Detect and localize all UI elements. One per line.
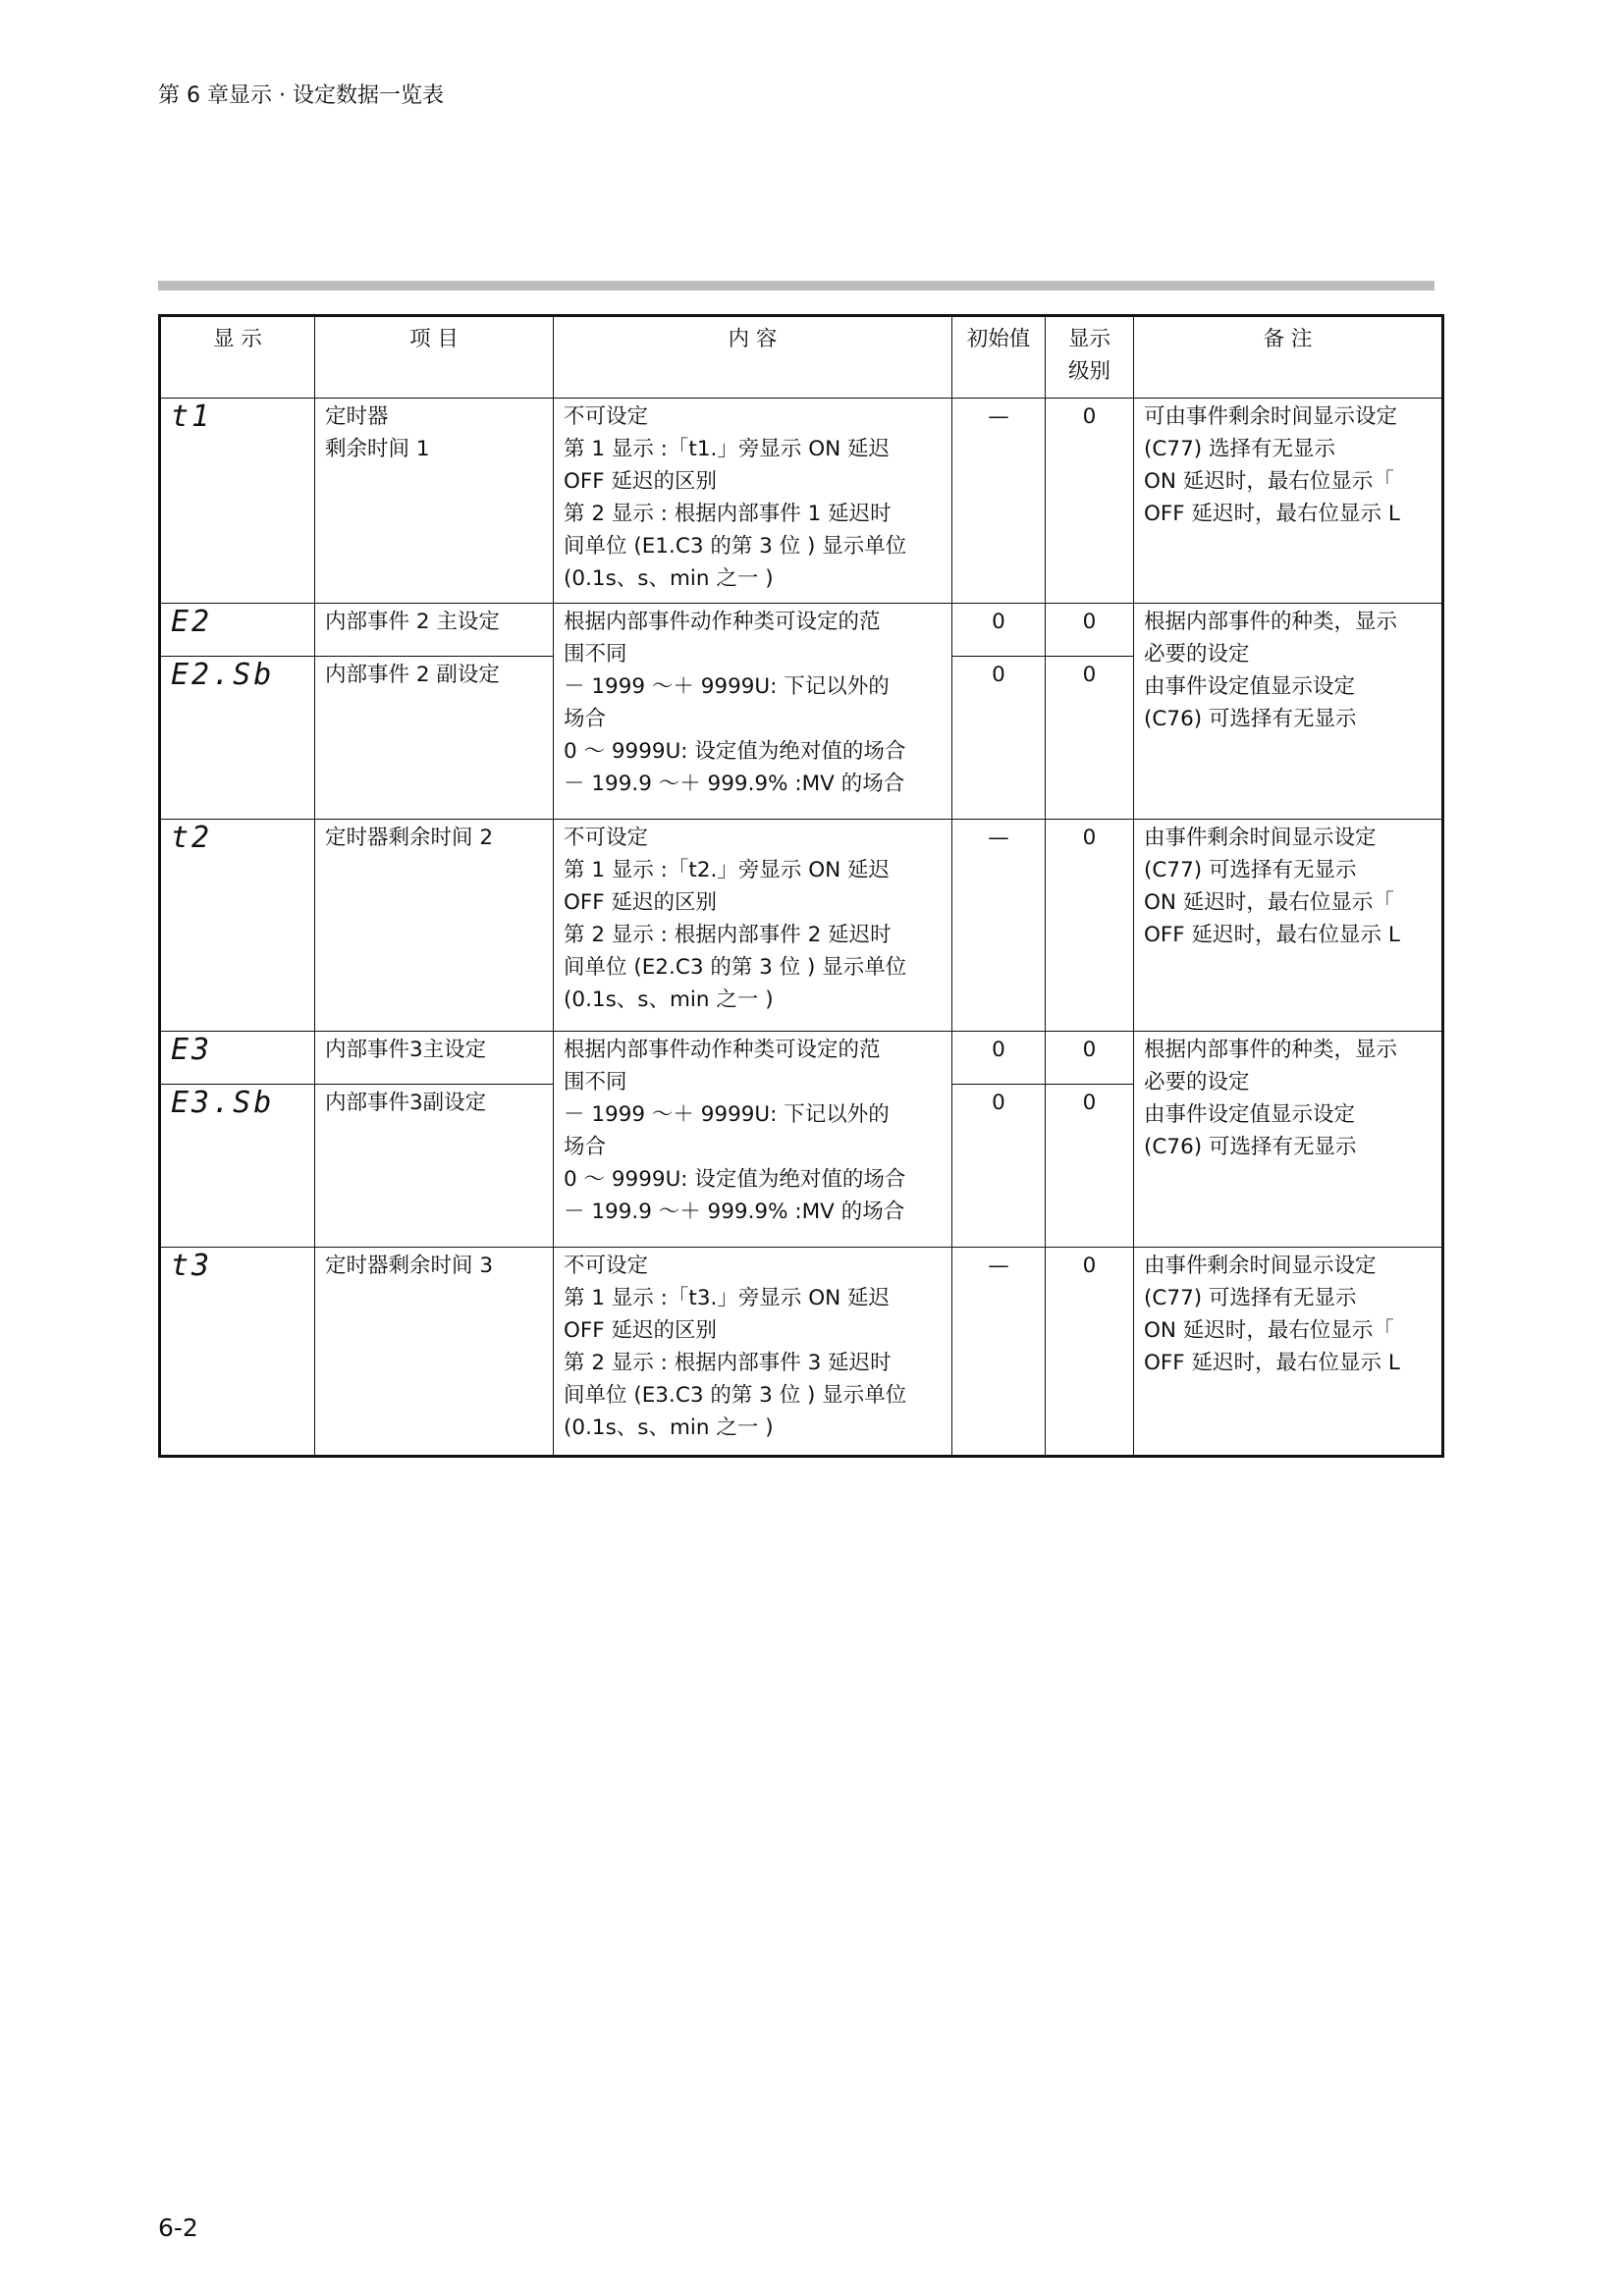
- cell-line: 根据内部事件动作种类可设定的范: [564, 610, 881, 634]
- cell-line: OFF 延迟时，最右位显示 L: [1144, 502, 1400, 526]
- item-cell: [315, 657, 554, 820]
- table-row: [160, 1032, 1443, 1085]
- cell-line: (0.1s、s、min 之一 ): [564, 988, 774, 1012]
- cell-line: 根据内部事件的种类，显示: [1144, 1038, 1398, 1062]
- initial-value: 0: [952, 604, 1046, 657]
- cell-line: 必要的设定: [1144, 642, 1250, 667]
- cell-line: 0 ～ 9999U: 设定值为绝对值的场合: [564, 739, 906, 764]
- col-header-level: 显示 级别: [1046, 316, 1134, 399]
- cell-line: 间单位 (E3.C3 的第 3 位 ) 显示单位: [564, 1383, 907, 1408]
- display-code: E2: [160, 604, 315, 657]
- cell-line: 内部事件 2 副设定: [325, 663, 500, 687]
- chapter-header: 第 6 章显示 · 设定数据一览表: [158, 83, 444, 108]
- initial-value: —: [952, 399, 1046, 604]
- cell-line: － 1999 ～＋ 9999U: 下记以外的: [564, 1102, 890, 1127]
- cell-line: 内部事件3副设定: [325, 1091, 487, 1115]
- cell-line: － 199.9 ～＋ 999.9% :MV 的场合: [564, 772, 905, 796]
- cell-line: 剩余时间 1: [325, 437, 430, 461]
- cell-line: 必要的设定: [1144, 1070, 1250, 1095]
- display-level: 0: [1046, 604, 1134, 657]
- header-rule: [158, 281, 1435, 291]
- table-row: [160, 1248, 1443, 1457]
- display-code: t2: [160, 820, 315, 1032]
- content-cell: [554, 1248, 952, 1457]
- page-number: 6-2: [158, 2214, 198, 2242]
- table-row: [160, 399, 1443, 604]
- cell-line: 第 1 显示 :「t1.」旁显示 ON 延迟: [564, 437, 891, 461]
- table-row: [160, 820, 1443, 1032]
- cell-line: 间单位 (E1.C3 的第 3 位 ) 显示单位: [564, 534, 907, 559]
- cell-line: 不可设定: [564, 404, 649, 429]
- note-cell: [1134, 1032, 1443, 1248]
- cell-line: 由事件设定值显示设定: [1144, 674, 1356, 699]
- cell-line: OFF 延迟的区别: [564, 890, 717, 915]
- cell-line: 第 2 显示 : 根据内部事件 1 延迟时: [564, 502, 892, 526]
- display-code: E3: [160, 1032, 315, 1085]
- cell-line: － 1999 ～＋ 9999U: 下记以外的: [564, 674, 890, 699]
- cell-line: 不可设定: [564, 1254, 649, 1278]
- col-header-display: 显 示: [160, 316, 315, 399]
- note-cell: [1134, 1248, 1443, 1457]
- cell-line: 第 1 显示 :「t2.」旁显示 ON 延迟: [564, 858, 891, 882]
- cell-line: (C77) 选择有无显示: [1144, 437, 1335, 461]
- item-cell: [315, 604, 554, 657]
- initial-value: —: [952, 820, 1046, 1032]
- note-cell: [1134, 604, 1443, 820]
- cell-line: (0.1s、s、min 之一 ): [564, 566, 774, 591]
- cell-line: 不可设定: [564, 826, 649, 850]
- display-code: E3.Sb: [160, 1085, 315, 1248]
- cell-line: 场合: [564, 1135, 607, 1159]
- cell-line: OFF 延迟的区别: [564, 469, 717, 494]
- cell-line: － 199.9 ～＋ 999.9% :MV 的场合: [564, 1200, 905, 1224]
- cell-line: (C76) 可选择有无显示: [1144, 707, 1357, 731]
- cell-line: 定时器: [325, 404, 389, 429]
- cell-line: (C77) 可选择有无显示: [1144, 858, 1357, 882]
- cell-line: 间单位 (E2.C3 的第 3 位 ) 显示单位: [564, 955, 907, 980]
- cell-line: OFF 延迟时，最右位显示 L: [1144, 1351, 1400, 1375]
- cell-line: 由事件剩余时间显示设定: [1144, 826, 1377, 850]
- table-header-row: [160, 316, 1443, 399]
- display-level: 0: [1046, 399, 1134, 604]
- display-level: 0: [1046, 820, 1134, 1032]
- cell-line: ON 延迟时，最右位显示「: [1144, 890, 1394, 915]
- cell-line: 定时器剩余时间 3: [325, 1254, 494, 1278]
- cell-line: (C76) 可选择有无显示: [1144, 1135, 1357, 1159]
- cell-line: 0 ～ 9999U: 设定值为绝对值的场合: [564, 1167, 906, 1192]
- item-cell: [315, 399, 554, 604]
- cell-line: 内部事件 2 主设定: [325, 610, 500, 634]
- cell-line: 围不同: [564, 642, 627, 667]
- cell-line: OFF 延迟的区别: [564, 1318, 717, 1343]
- cell-line: (C77) 可选择有无显示: [1144, 1286, 1357, 1310]
- col-header-content: 内 容: [554, 316, 952, 399]
- item-cell: [315, 1032, 554, 1085]
- display-level: 0: [1046, 1032, 1134, 1085]
- table-row: [160, 604, 1443, 657]
- content-cell: [554, 604, 952, 820]
- initial-value: 0: [952, 1032, 1046, 1085]
- display-code: E2.Sb: [160, 657, 315, 820]
- cell-line: OFF 延迟时，最右位显示 L: [1144, 923, 1400, 947]
- settings-table: [158, 314, 1444, 1458]
- item-cell: [315, 1085, 554, 1248]
- cell-line: 根据内部事件的种类，显示: [1144, 610, 1398, 634]
- note-cell: [1134, 399, 1443, 604]
- cell-line: 由事件设定值显示设定: [1144, 1102, 1356, 1127]
- cell-line: 围不同: [564, 1070, 627, 1095]
- col-header-item: 项 目: [315, 316, 554, 399]
- col-header-note: 备 注: [1134, 316, 1443, 399]
- display-level: 0: [1046, 1248, 1134, 1457]
- display-code: t1: [160, 399, 315, 604]
- content-cell: [554, 1032, 952, 1248]
- display-code: t3: [160, 1248, 315, 1457]
- note-cell: [1134, 820, 1443, 1032]
- cell-line: 定时器剩余时间 2: [325, 826, 494, 850]
- col-header-initial: 初始值: [952, 316, 1046, 399]
- cell-line: 第 2 显示 : 根据内部事件 2 延迟时: [564, 923, 892, 947]
- initial-value: 0: [952, 657, 1046, 820]
- cell-line: 场合: [564, 707, 607, 731]
- cell-line: 第 2 显示 : 根据内部事件 3 延迟时: [564, 1351, 892, 1375]
- item-cell: [315, 820, 554, 1032]
- cell-line: 内部事件3主设定: [325, 1038, 487, 1062]
- initial-value: 0: [952, 1085, 1046, 1248]
- initial-value: —: [952, 1248, 1046, 1457]
- cell-line: 可由事件剩余时间显示设定: [1144, 404, 1398, 429]
- item-cell: [315, 1248, 554, 1457]
- content-cell: [554, 399, 952, 604]
- display-level: 0: [1046, 657, 1134, 820]
- cell-line: 第 1 显示 :「t3.」旁显示 ON 延迟: [564, 1286, 891, 1310]
- cell-line: 由事件剩余时间显示设定: [1144, 1254, 1377, 1278]
- cell-line: 根据内部事件动作种类可设定的范: [564, 1038, 881, 1062]
- cell-line: ON 延迟时，最右位显示「: [1144, 469, 1394, 494]
- content-cell: [554, 820, 952, 1032]
- cell-line: ON 延迟时，最右位显示「: [1144, 1318, 1394, 1343]
- display-level: 0: [1046, 1085, 1134, 1248]
- cell-line: (0.1s、s、min 之一 ): [564, 1415, 774, 1440]
